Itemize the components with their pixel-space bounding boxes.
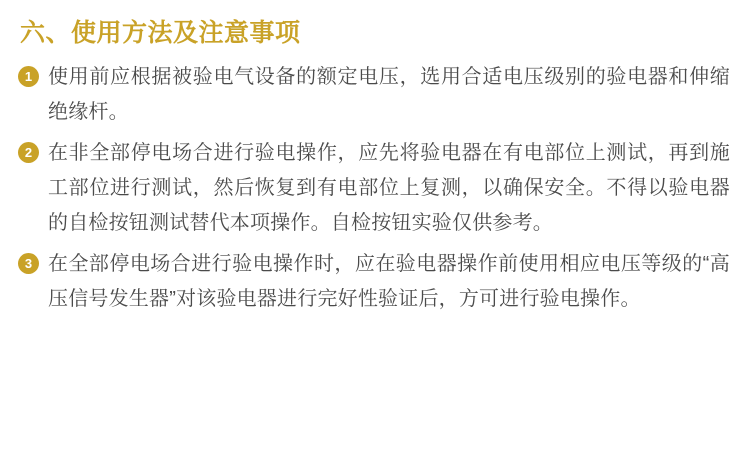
list-item-text-1: 使用前应根据被验电气设备的额定电压，选用合适电压级别的验电器和伸缩绝缘杆。 [48, 66, 730, 123]
list-marker-3: 3 [18, 253, 39, 274]
list-item-text-3: 在全部停电场合进行验电操作时，应在验电器操作前使用相应电压等级的“高压信号发生器”对该验电器进行完好性验证后，方可进行验电操作。 [48, 253, 730, 310]
list-item-text-2: 在非全部停电场合进行验电操作，应先将验电器在有电部位上测试，再到施工部位进行测试，然后恢复到有电部位上复测，以确保安全。不得以验电器的自检按钮测试替代本项操作。自检按钮实验仅供参考。 [48, 142, 730, 234]
list-item [18, 247, 730, 317]
page-title: 六、使用方法及注意事项 [20, 19, 301, 47]
list-marker-2: 2 [18, 142, 39, 163]
list-item [18, 60, 730, 130]
list-item [18, 136, 730, 241]
list-marker-1: 1 [18, 66, 39, 87]
